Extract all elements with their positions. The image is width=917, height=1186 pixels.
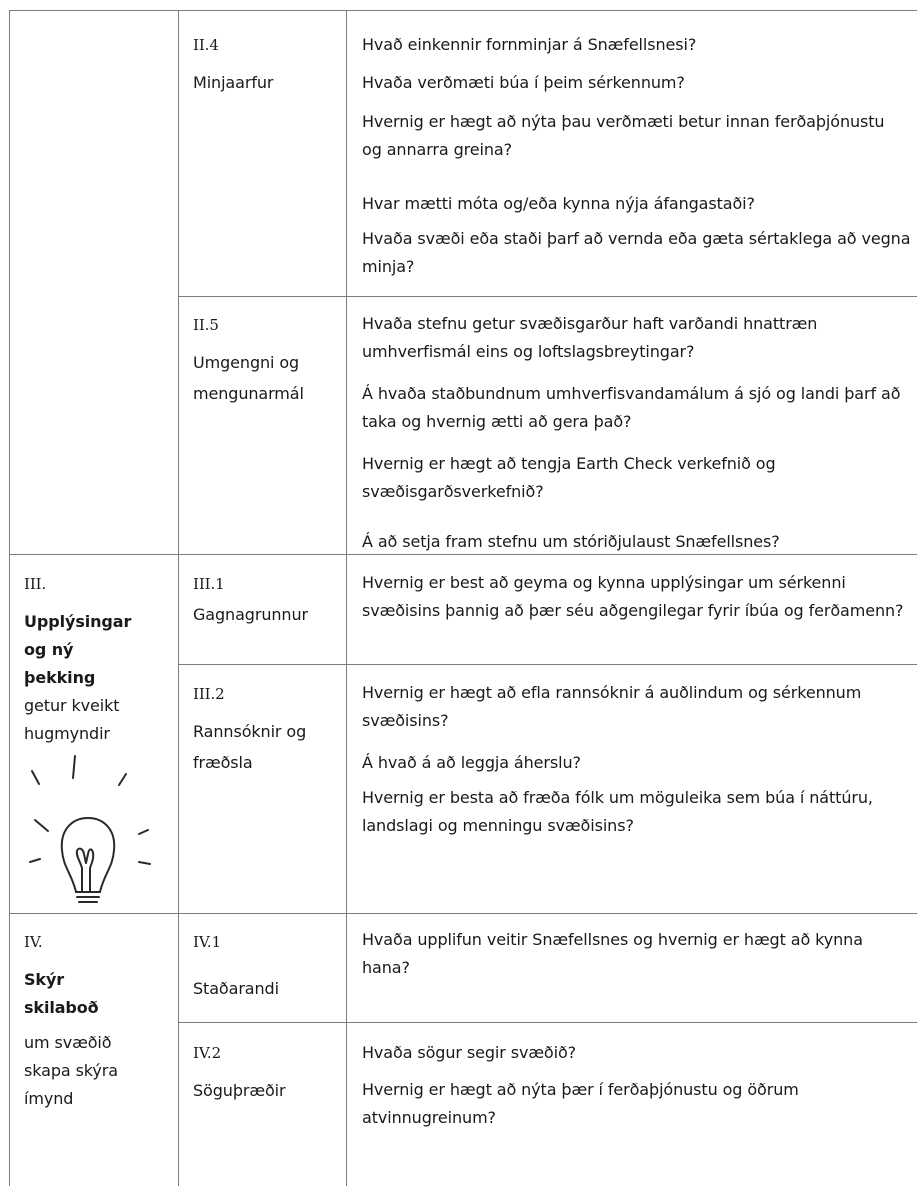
ray-line bbox=[32, 771, 39, 784]
question-text: Hvernig er hægt að efla rannsóknir á auðlindum og sérkennum svæðisins? bbox=[362, 683, 862, 730]
section-heading: skilaboð bbox=[24, 998, 99, 1017]
column-divider-topic bbox=[346, 10, 347, 1186]
section-heading: þekking bbox=[24, 668, 96, 687]
question-text: Hvaða verðmæti búa í þeim sérkennum? bbox=[362, 73, 685, 92]
table-top-border bbox=[9, 10, 917, 11]
question-text: Hvaða svæði eða staði þarf að vernda eða gæta sértaklega að vegna minja? bbox=[362, 229, 911, 276]
row-code: II.5 bbox=[193, 316, 219, 334]
row-divider-ii4-ii5 bbox=[178, 296, 917, 297]
question-text: Hvernig er hægt að nýta þau verðmæti betur innan ferðaþjónustu og annarra greina? bbox=[362, 112, 885, 159]
ray-line bbox=[30, 859, 40, 862]
row-title: Staðarandi bbox=[193, 979, 279, 998]
question-text: Á hvað á að leggja áherslu? bbox=[362, 753, 581, 772]
section-heading: Upplýsingar bbox=[24, 612, 132, 631]
table-left-border bbox=[9, 10, 10, 1186]
question-text: Hvernig er hægt að tengja Earth Check verkefnið og svæðisgarðsverkefnið? bbox=[362, 454, 776, 501]
section-heading: og ný bbox=[24, 640, 74, 659]
section-heading: Skýr bbox=[24, 970, 65, 989]
ray-line bbox=[73, 756, 75, 778]
row-title: Rannsóknir og bbox=[193, 722, 307, 741]
lightbulb-icon bbox=[20, 750, 170, 905]
section-numeral: III. bbox=[24, 575, 47, 593]
row-title: Minjaarfur bbox=[193, 73, 274, 92]
column-divider-section bbox=[178, 10, 179, 1186]
ray-line bbox=[119, 774, 126, 785]
row-title: mengunarmál bbox=[193, 384, 304, 403]
section-description: hugmyndir bbox=[24, 724, 110, 743]
row-code: IV.2 bbox=[193, 1044, 222, 1062]
section-description: getur kveikt bbox=[24, 696, 120, 715]
ray-line bbox=[35, 820, 48, 831]
row-code: III.2 bbox=[193, 685, 225, 703]
section-divider-iv bbox=[9, 913, 917, 914]
row-code: II.4 bbox=[193, 36, 219, 54]
row-divider-iii1-iii2 bbox=[178, 664, 917, 665]
section-divider-iii bbox=[9, 554, 917, 555]
row-divider-iv1-iv2 bbox=[178, 1022, 917, 1023]
row-code: III.1 bbox=[193, 575, 225, 593]
row-title: Söguþræðir bbox=[193, 1081, 286, 1100]
row-title: fræðsla bbox=[193, 753, 253, 772]
row-code: IV.1 bbox=[193, 933, 222, 951]
row-title: Umgengni og bbox=[193, 353, 300, 372]
section-numeral: IV. bbox=[24, 933, 43, 951]
row-title: Gagnagrunnur bbox=[193, 605, 308, 624]
question-text: Hvaða upplifun veitir Snæfellsnes og hvernig er hægt að kynna hana? bbox=[362, 930, 863, 977]
section-description: um svæðið bbox=[24, 1033, 112, 1052]
question-text: Hvernig er hægt að nýta þær í ferðaþjónustu og öðrum atvinnugreinum? bbox=[362, 1080, 799, 1127]
ray-line bbox=[139, 830, 148, 834]
question-text: Á að setja fram stefnu um stóriðjulaust Snæfellsnes? bbox=[362, 532, 780, 551]
section-description: ímynd bbox=[24, 1089, 74, 1108]
question-text: Hvernig er besta að fræða fólk um möguleika sem búa í náttúru, landslagi og menningu svæðisins? bbox=[362, 788, 873, 835]
question-text: Hvaða sögur segir svæðið? bbox=[362, 1043, 577, 1062]
question-text: Hvað einkennir fornminjar á Snæfellsnesi? bbox=[362, 35, 697, 54]
ray-line bbox=[139, 862, 150, 864]
question-text: Hvaða stefnu getur svæðisgarður haft varðandi hnattræn umhverfismál eins og loftslagsbreytingar? bbox=[362, 314, 818, 361]
question-text: Á hvaða staðbundnum umhverfisvandamálum á sjó og landi þarf að taka og hvernig ætti að gera það? bbox=[362, 384, 901, 431]
section-description: skapa skýra bbox=[24, 1061, 118, 1080]
question-text: Hvar mætti móta og/eða kynna nýja áfangastaði? bbox=[362, 194, 755, 213]
question-text: Hvernig er best að geyma og kynna upplýsingar um sérkenni svæðisins þannig að þær séu aðgengilegar fyrir íbúa og ferðamenn? bbox=[362, 573, 904, 620]
